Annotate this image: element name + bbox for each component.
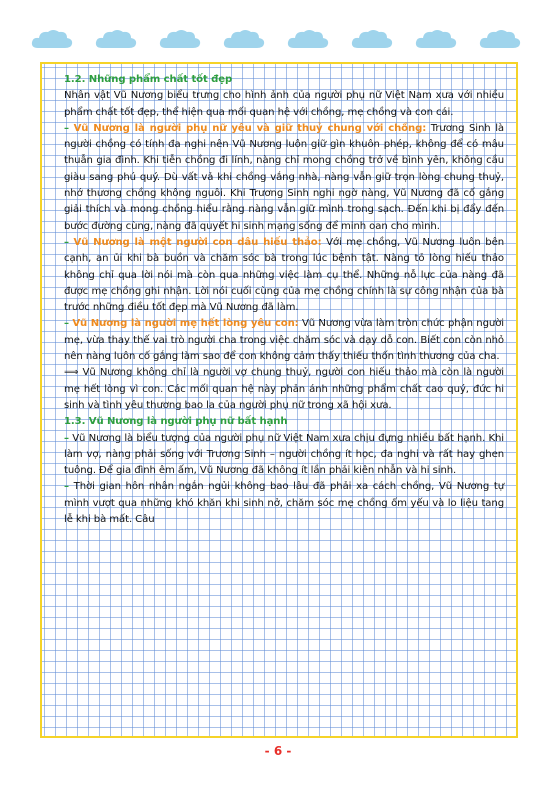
bullet-paragraph [64,235,504,316]
dash-marker: – [64,432,69,444]
cloud-icon [94,28,138,54]
bullet-paragraph [64,431,504,480]
cloud-icon [478,28,522,54]
bullet-paragraph [64,479,504,528]
cloud-icon [158,28,202,54]
page-content [64,72,504,528]
section-heading [64,414,504,430]
conclusion-paragraph [64,365,504,414]
dash-marker: – [64,236,69,248]
bullet-label: Vũ Nương là người phụ nữ yêu và giữ thuỷ chung với chồng: [73,122,427,134]
heading-text: 1.3. Vũ Nương là người phụ nữ bất hạnh [64,416,288,428]
bullet-label: Vũ Nương là một người con dâu hiếu thảo: [73,236,322,248]
bullet-text: Vũ Nương vừa làm tròn chức phận người mẹ, vừa thay thế vai trò người cha trong việc chăm sóc và dạy dỗ con. Biết con còn nhỏ nên nàng luôn cố gắng làm sao để con không cảm thấy thiếu thốn tình thương của cha. [64,318,504,363]
conclusion-text: Vũ Nương không chỉ là người vợ chung thuỷ, người con hiếu thảo mà còn là người mẹ hết lòng vì con. Các mối quan hệ này phản ánh những phẩm chất cao quý, đức hi sinh và tình yêu thương bao la của người phụ nữ trong xã hội xưa. [64,367,504,411]
cloud-icon [222,28,266,54]
cloud-icon [414,28,458,54]
cloud-icon [286,28,330,54]
intro-paragraph: Nhân vật Vũ Nương biểu trưng cho hình ảnh của người phụ nữ Việt Nam xưa với nhiều phẩm chất tốt đẹp, thể hiện qua mối quan hệ với chồng, mẹ chồng và con cái. [64,90,504,118]
section-heading [64,72,504,88]
cloud-icon [30,28,74,54]
dash-marker: – [64,122,69,134]
bullet-text: Thời gian hôn nhân ngắn ngủi không bao lâu đã phải xa cách chồng, Vũ Nương tự mình vượt qua những khó khăn khi sinh nở, chăm sóc mẹ chồng ốm yếu và lo liệu tang lễ khi bà mất. Câu [64,481,504,526]
bullet-paragraph [64,316,504,365]
bullet-text: Vũ Nương là biểu tượng của người phụ nữ Việt Nam xưa chịu đựng nhiều bất hạnh. Khi làm vợ, nàng phải sống với Trương Sinh – người chồng ít học, đa nghi và rất hay ghen tuông. Để gia đình êm ấm, Vũ Nương đã không ít lần phải kiên nhẫn và hi sinh. [64,432,504,477]
arrow-icon: ⟹ [64,367,79,379]
cloud-icon [350,28,394,54]
bullet-text: Với mẹ chồng, Vũ Nương luôn bên cạnh, an ủi khi bà buồn và chăm sóc bà trong lúc bệnh tật. Nàng tỏ lòng hiếu thảo không chỉ qua lời nói mà còn qua những việc làm cụ thể. Những nỗ lực của nàng đã được mẹ chồng ghi nhận. Lời nói cuối cùng của mẹ chồng chính là sự công nhận của bà trước những điều tốt đẹp mà Vũ Nương đã làm. [64,236,505,314]
dash-marker: – [64,318,69,330]
bullet-label: Vũ Nương là người mẹ hết lòng yêu con: [72,318,299,330]
page-frame [40,62,518,738]
dash-marker: – [64,481,69,493]
bullet-text: Trương Sinh là người chồng có tính đa nghi nên Vũ Nương luôn giữ gìn khuôn phép, không để có mâu thuẫn gia đình. Khi tiễn chồng đi lính, nàng chỉ mong chồng trở về bình yên, không cầu giàu sang phú quý. Dù vất vả khi chồng vắng nhà, nàng vẫn giữ trọn lòng chung thuỷ, nhớ thương chồng không nguôi. Khi Trương Sinh nghi ngờ nàng, Vũ Nương đã cố gắng giải thích và mong chồng hiểu rằng nàng vẫn giữ mình trong sạch. Đến khi bị đẩy đến bước đường cùng, nàng đã quyết hi sinh mạng sống để minh oan cho mình. [64,122,504,232]
page-number: - 6 - [264,744,292,758]
heading-text: 1.2. Những phẩm chất tốt đẹp [64,74,233,85]
cloud-decoration-row [0,24,556,54]
bullet-paragraph [64,121,504,235]
